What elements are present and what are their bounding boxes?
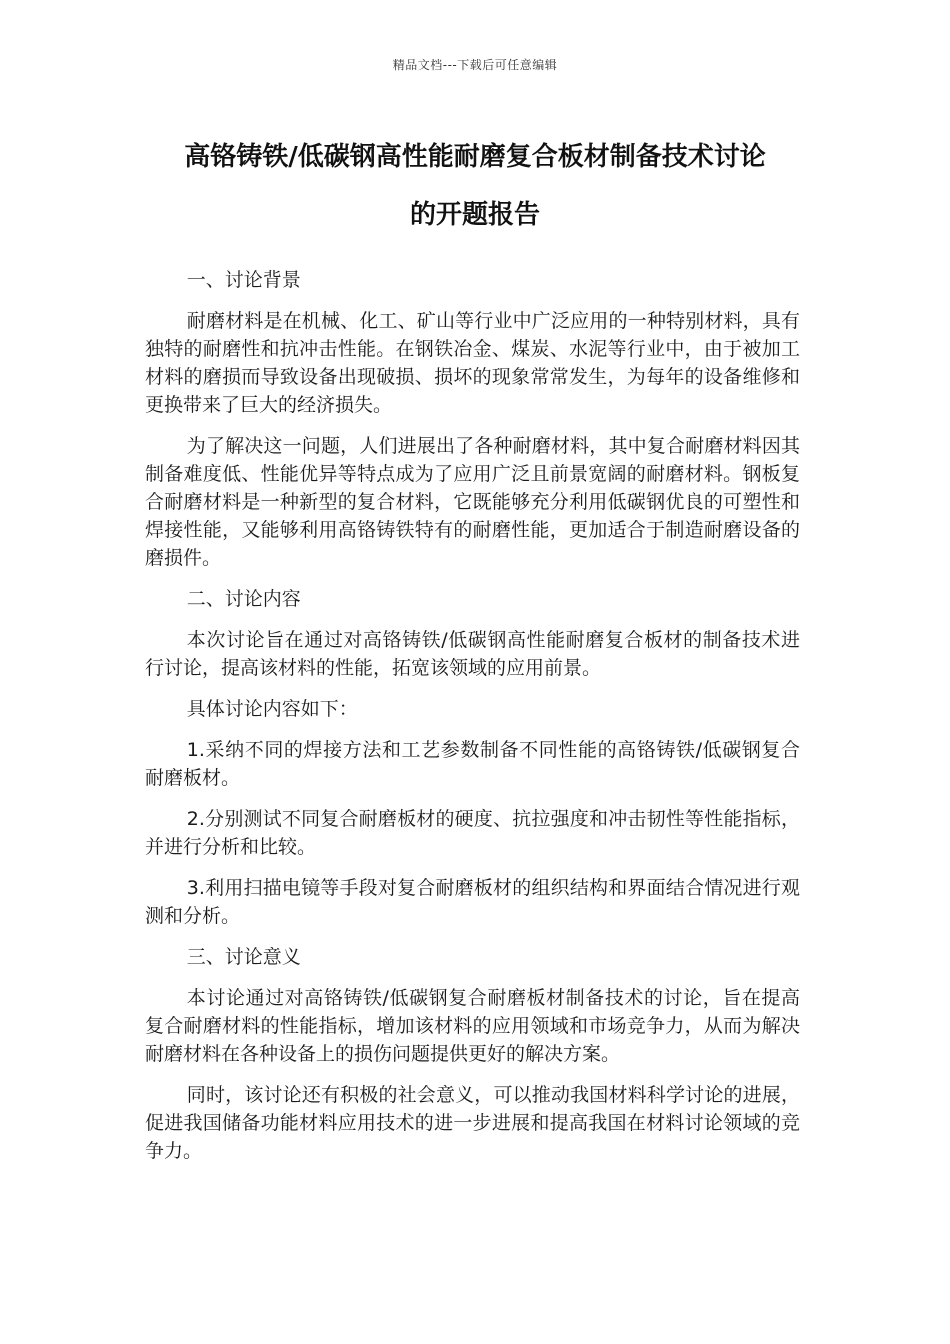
page-header: 精品文档---下载后可任意编辑 [392, 58, 558, 72]
list-item: 2.分别测试不同复合耐磨板材的硬度、抗拉强度和冲击韧性等性能指标，并进行分析和比较。 [145, 808, 800, 858]
section-heading-significance: 三、讨论意义 [186, 946, 301, 968]
title-line-1: 高铬铸铁/低碳钢高性能耐磨复合板材制备技术讨论 [184, 142, 766, 172]
paragraph: 耐磨材料是在机械、化工、矿山等行业中广泛应用的一种特别材料，具有独特的耐磨性和抗冲击性能。在钢铁冶金、煤炭、水泥等行业中，由于被加工材料的磨损而导致设备出现破损、损坏的现象常常发生，为每年的设备维修和更换带来了巨大的经济损失。 [145, 310, 800, 416]
list-intro: 具体讨论内容如下： [186, 698, 358, 720]
paragraph: 本次讨论旨在通过对高铬铸铁/低碳钢高性能耐磨复合板材的制备技术进行讨论，提高该材料的性能，拓宽该领域的应用前景。 [145, 629, 800, 679]
title-line-2: 的开题报告 [409, 200, 540, 230]
document-body [145, 266, 800, 1178]
section-heading-background: 一、讨论背景 [186, 269, 301, 291]
paragraph: 为了解决这一问题，人们进展出了各种耐磨材料，其中复合耐磨材料因其制备难度低、性能优异等特点成为了应用广泛且前景宽阔的耐磨材料。钢板复合耐磨材料是一种新型的复合材料，它既能够充分利用低碳钢优良的可塑性和焊接性能，又能够利用高铬铸铁特有的耐磨性能，更加适合于制造耐磨设备的磨损件。 [145, 435, 800, 569]
document-title [145, 128, 805, 244]
paragraph: 本讨论通过对高铬铸铁/低碳钢复合耐磨板材制备技术的讨论，旨在提高复合耐磨材料的性能指标，增加该材料的应用领域和市场竞争力，从而为解决耐磨材料在各种设备上的损伤问题提供更好的解决方案。 [145, 987, 800, 1065]
list-item: 3.利用扫描电镜等手段对复合耐磨板材的组织结构和界面结合情况进行观测和分析。 [145, 877, 800, 927]
section-heading-content: 二、讨论内容 [186, 588, 301, 610]
paragraph: 同时，该讨论还有积极的社会意义，可以推动我国材料科学讨论的进展，促进我国储备功能材料应用技术的进一步进展和提高我国在材料讨论领域的竞争力。 [145, 1084, 800, 1162]
list-item: 1.采纳不同的焊接方法和工艺参数制备不同性能的高铬铸铁/低碳钢复合耐磨板材。 [145, 739, 800, 789]
